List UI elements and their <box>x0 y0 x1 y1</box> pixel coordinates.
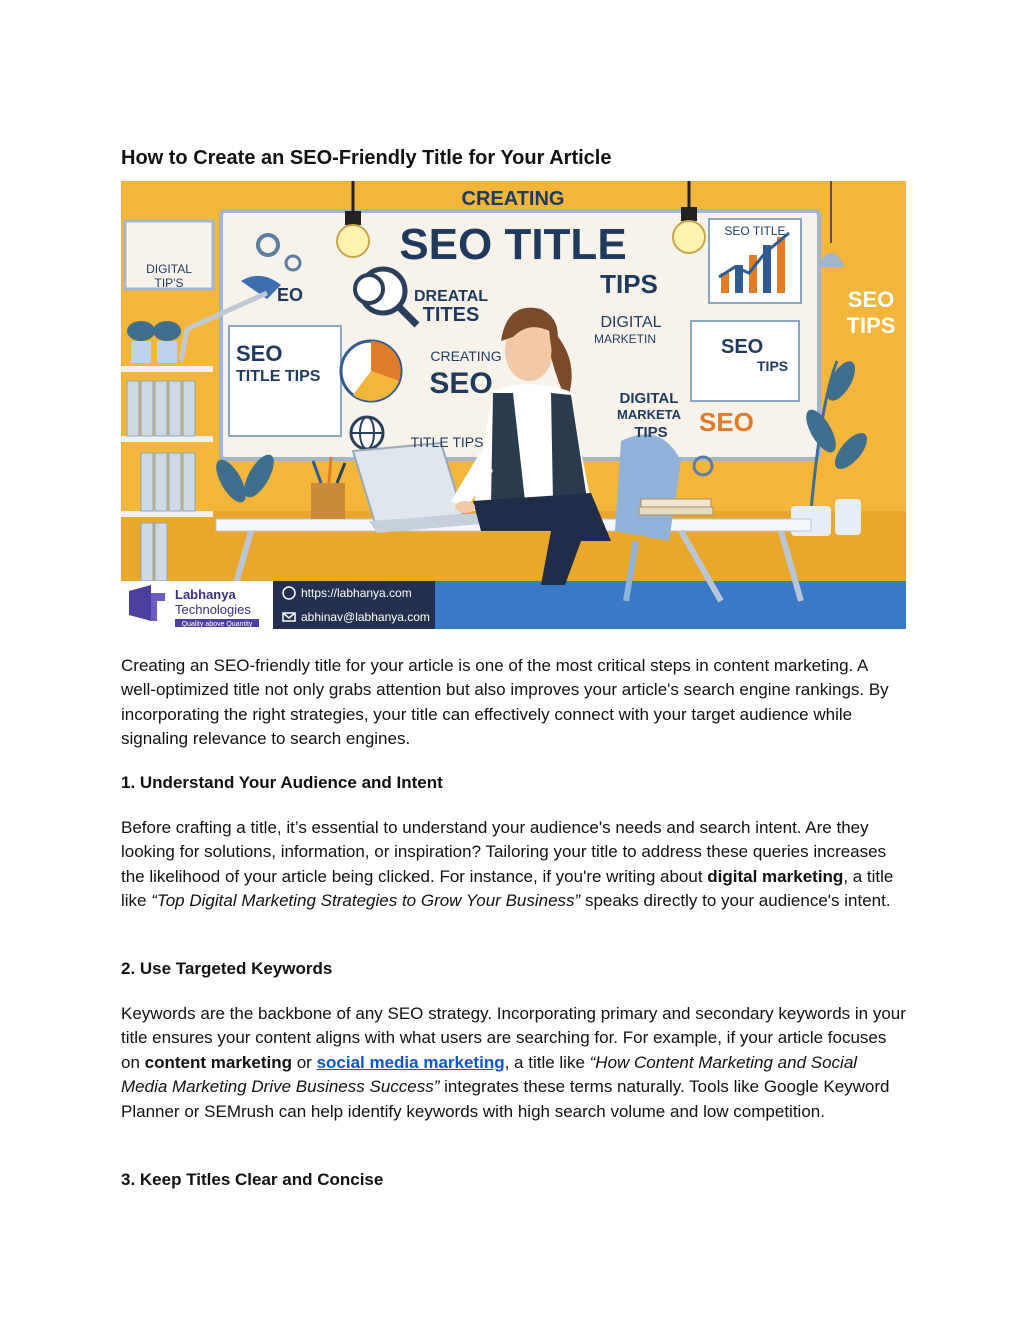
wall-seo-text: SEO <box>847 287 895 312</box>
board-mid-2: TITES <box>422 304 480 326</box>
section-2-heading: 2. Use Targeted Keywords <box>121 959 333 978</box>
hero-illustration <box>121 181 906 629</box>
board-right-2: MARKETIN <box>593 332 657 346</box>
panel-right-title: SEO TITLE <box>724 224 786 238</box>
panel-right-tips: TIPS <box>757 358 789 374</box>
board-right-5: TIPS <box>634 424 668 441</box>
banner-tips-text: TIPS <box>600 269 658 299</box>
left-board-tips: TIP'S <box>154 276 184 290</box>
example-title-1: “Top Digital Marketing Strategies to Grow Your Business” <box>151 891 581 911</box>
wall-tips-text: TIPS <box>846 313 896 338</box>
panel-right-seo2: SEO <box>699 407 754 437</box>
section-2-paragraph: Keywords are the backbone of any SEO strategy. Incorporating primary and secondary keywords in your title ensures your content aligns with what users are searching for. For example, if your article focuses on content marketing or social media marketing, a title like “How Content Marketing and Social Media Marketing Drive Business Success” integrates these terms naturally. Tools like Google Keyword Planner or SEMrush can help identify keywords with high search volume and low competition. <box>121 1004 906 1121</box>
section-1-paragraph: Before crafting a title, it’s essential to understand your audience's needs and search intent. Are they looking for solutions, information, or inspiration? Tailoring your title to address these queries increases the likelihood of your article being clicked. For instance, if you're writing about digital marketing, a title like “Top Digital Marketing Strategies to Grow Your Business” speaks directly to your audience's intent. <box>121 818 894 911</box>
board-left-seo: SEO <box>236 341 283 366</box>
social-media-marketing-link[interactable]: social media marketing <box>316 1052 505 1072</box>
board-mid-1: DREATAL <box>413 288 489 305</box>
brand-email: abhinav@labhanya.com <box>301 610 430 624</box>
panel-right-seo: SEO <box>721 336 764 358</box>
brand-url: https://labhanya.com <box>301 586 412 600</box>
keyword-content-marketing: content marketing <box>144 1052 292 1072</box>
board-right-3: DIGITAL <box>619 390 679 407</box>
brand-sub: Technologies <box>175 602 251 617</box>
board-mid-3: CREATING <box>430 348 502 364</box>
board-left-title-tips: TITLE TIPS <box>236 368 321 385</box>
brand-name: Labhanya <box>175 587 236 602</box>
keyword-digital-marketing: digital marketing <box>707 866 844 886</box>
section-3-heading: 3. Keep Titles Clear and Concise <box>121 1170 384 1189</box>
intro-paragraph: Creating an SEO-friendly title for your article is one of the most critical steps in content marketing. A well-optimized title not only grabs attention but also improves your article's search engine rankings. By incorporating the right strategies, your title can effectively connect with your target audience while signaling relevance to search engines. <box>121 656 889 749</box>
example-title-2: “How Content Marketing and Social Media Marketing Drive Business Success” <box>121 1052 858 1097</box>
article-title: How to Create an SEO-Friendly Title for Your Article <box>121 147 612 169</box>
brand-tagline: Quality above Quantity <box>181 621 253 628</box>
board-right-1: DIGITAL <box>600 314 662 331</box>
banner-main-text: SEO TITLE <box>399 220 627 269</box>
board-mid-4: SEO <box>429 367 493 400</box>
left-board-seo: EO <box>277 285 304 305</box>
left-board-digital: DIGITAL <box>146 262 192 276</box>
banner-top-text: CREATING <box>461 188 565 210</box>
board-mid-5: TITLE TIPS <box>410 434 484 450</box>
board-right-4: MARKETA <box>616 407 682 422</box>
section-1-heading: 1. Understand Your Audience and Intent <box>121 773 443 792</box>
